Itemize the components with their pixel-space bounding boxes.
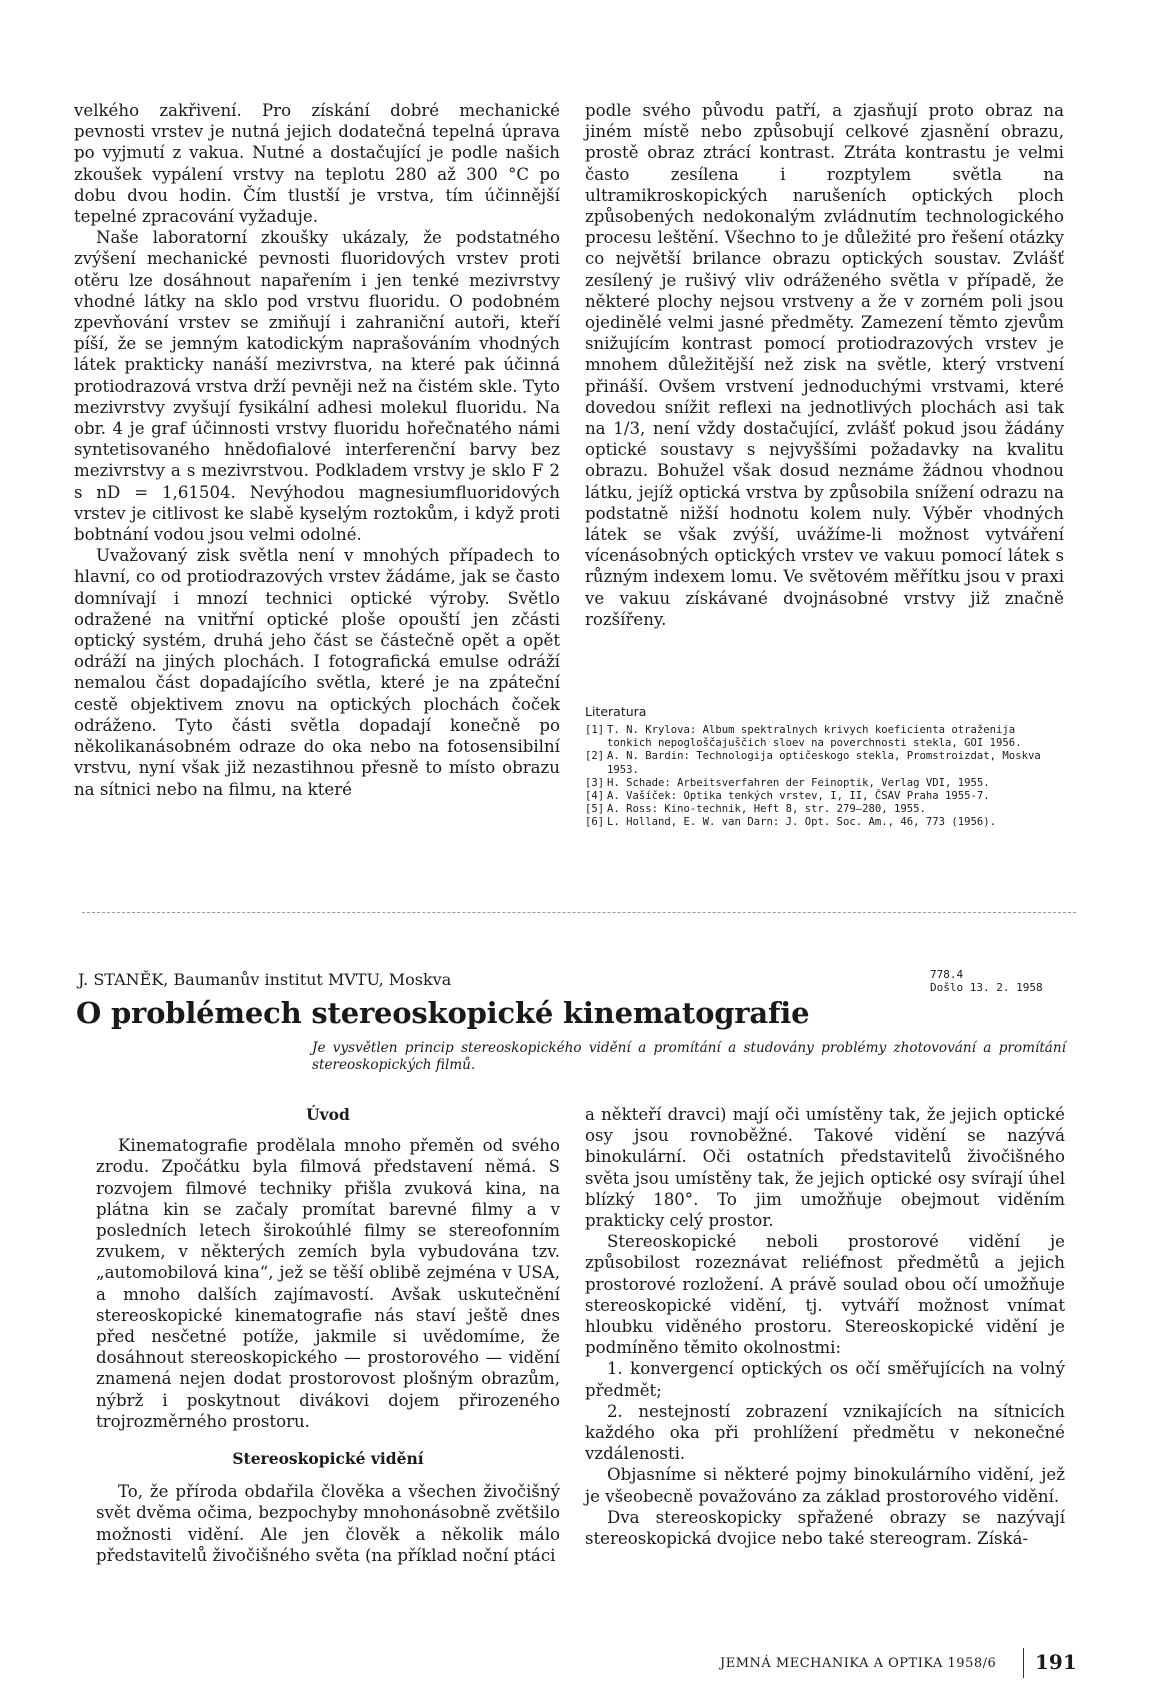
reference-text: T. N. Krylova: Album spektralnych krivych koeficienta otraženija tonkich nepogloščajuščich sloev na poverchnosti stekla, GOI 1956. xyxy=(607,724,1022,750)
article-author: J. STANĚK, Baumanův institut MVTU, Moskva xyxy=(78,970,452,989)
paragraph: Naše laboratorní zkoušky ukázaly, že podstatného zvýšení mechanické pevnosti fluoridových vrstev proti otěru lze dosáhnout napařením i jen tenké mezivrstvy vhodné látky na sklo pod vrstvu fluoridu. O podobném zpevňování vrstev se zmiňují i zahraniční autoři, kteří píší, že se jemným katodickým naprašováním vhodných látek prakticky nanáší mezivrstva, na které pak účinná protiodrazová vrstva drží pevněji než na čistém skle. Tyto mezivrstvy zvyšují fysikální adhesi molekul fluoridu. Na obr. 4 je graf účinnosti vrstvy fluoridu hořečnatého námi syntetisovaného hnědofialové interferenční barvy bez mezivrstvy a s mezivrstvou. Podkladem vrstvy je sklo F 2 s nD = 1,61504. Nevýhodou magnesiumfluoridových vrstev je citlivost ke slabě kyselým roztokům, i když proti bobtnání vodou jsou velmi odolné. xyxy=(74,228,560,545)
page-number: 191 xyxy=(1035,1650,1077,1674)
reference-text: H. Schade: Arbeitsverfahren der Feinoptik, Verlag VDI, 1955. xyxy=(607,776,990,789)
reference-number: [5] xyxy=(585,803,605,816)
reference-number: [3] xyxy=(585,776,605,789)
reference-text: A. N. Bardin: Technologija optičeskogo stekla, Promstroizdat, Moskva 1953. xyxy=(607,750,1041,776)
article-abstract: Je vysvětlen princip stereoskopického vidění a promítání a studovány problémy zhotovování a promítání stereoskopických filmů. xyxy=(312,1040,1066,1073)
reference-text: A. Vašíček: Optika tenkých vrstev, I, II, ČSAV Praha 1955-7. xyxy=(607,790,990,803)
text-column-bottom-right xyxy=(585,1104,1065,1549)
footer-separator xyxy=(1023,1648,1024,1678)
text-column-top-right xyxy=(585,100,1064,630)
reference-number: [4] xyxy=(585,790,605,803)
paragraph: a někteří dravci) mají oči umístěny tak, že jejich optické osy jsou rovnoběžné. Takové vidění se nazývá binokulární. Oči ostatních představitelů živočišného světa jsou umístěny tak, že jejich optické osy svírají úhel blízký 180°. To jim umožňuje obejmout viděním prakticky celý prostor. xyxy=(585,1105,1065,1231)
literature-heading: Literatura xyxy=(585,704,647,719)
paragraph: To, že příroda obdařila člověka a všechen živočišný svět dvěma očima, bezpochyby mnohonásobně zvětšilo možnosti vidění. Ale jen člověk a několik málo představitelů živočišného světa (na příklad noční ptáci xyxy=(96,1482,560,1565)
received-date: Došlo 13. 2. 1958 xyxy=(930,981,1043,994)
reference-item xyxy=(585,777,1065,790)
paragraph: podle svého původu patří, a zjasňují proto obraz na jiném místě nebo způsobují celkové zjasnění obrazu, prostě obraz ztrácí kontrast. Ztráta kontrastu je velmi často zesílena i rozptylem světla na ultramikroskopických narušeních optických ploch způsobených nedokonalým zvládnutím technologického procesu leštění. Všechno to je důležité pro řešení otázky co největší brilance obrazu optických soustav. Zvlášť zesílený je rušivý vliv odráženého světla v případě, že některé plochy nejsou vrstveny a že v zorném poli jsou ojedinělé velmi jasné předměty. Zamezení těmto zjevům snižujícím kontrast pomocí protiodrazových vrstev je mnohem důležitější než zisk na světle, který vrstvení přináší. Ovšem vrstvení jednoduchými vrstvami, které dovedou snížit reflexi na jednotlivých plochách asi tak na 1/3, není vždy dostačující, zvlášť pokud jsou žádány optické soustavy s nejvyššími požadavky na kvalitu obrazu. Bohužel však dosud neznáme žádnou vhodnou látku, jejíž optická vrstva by způsobila snížení odrazu na podstatně nižší hodnotu kolem nuly. Výběr vhodných látek se však zvýší, uvážíme-li možnost vytváření vícenásobných optických vrstev ve vakuu pomocí látek s různým indexem lomu. Ve světovém měřítku jsou v praxi ve vakuu získávané dvojnásobné vrstvy již značně rozšířeny. xyxy=(585,101,1064,629)
list-item: 2. nestejností zobrazení vznikajících na sítnicích každého oka při prohlížení předmětu v nekonečné vzdálenosti. xyxy=(585,1401,1065,1464)
reference-text: A. Ross: Kino-technik, Heft 8, str. 279—280, 1955. xyxy=(607,803,926,816)
reference-list xyxy=(585,724,1065,830)
reference-item xyxy=(585,750,1065,776)
reference-number: [6] xyxy=(585,816,605,829)
paragraph: Uvažovaný zisk světla není v mnohých případech to hlavní, co od protiodrazových vrstev žádáme, jak se často domnívají i mnozí technici optické výroby. Světlo odražené na vnitřní optické ploše opouští jen zčásti optický systém, druhá jeho část se částečně opět a opět odráží na jiných plochách. I fotografická emulse odráží nemalou část dopadajícího světla, které je na zpáteční cestě objektivem znovu na optických plochách čoček odráženo. Tyto části světla dopadají konečně po několikanásobném odraze do oka nebo na fotosensibilní vrstvu, nyní však již nezastihnou přesně to místo obrazu na sítnici nebo na filmu, na které xyxy=(74,546,560,799)
reference-text: L. Holland, E. W. van Darn: J. Opt. Soc. Am., 46, 773 (1956). xyxy=(607,816,997,829)
text-column-top-left xyxy=(74,100,560,800)
reference-number: [2] xyxy=(585,750,605,763)
list-item: 1. konvergencí optických os očí směřujících na volný předmět; xyxy=(585,1359,1065,1400)
reference-item xyxy=(585,790,1065,803)
journal-footer: JEMNÁ MECHANIKA A OPTIKA 1958/6 xyxy=(720,1656,997,1671)
paragraph: Stereoskopické neboli prostorové vidění je způsobilost rozeznávat reliéfnost předmětů a jejich prostorové rozložení. A právě soulad obou očí umožňuje stereoskopické vidění, tj. vytváří možnost vnímat hloubku viděného prostoru. Stereoskopické vidění je podmíněno těmito okolnostmi: xyxy=(585,1232,1065,1358)
reference-item xyxy=(585,803,1065,816)
paragraph: Objasníme si některé pojmy binokulárního vidění, jež je všeobecně považováno za základ prostorového vidění. xyxy=(585,1465,1065,1506)
classification-code: 778.4 xyxy=(930,968,964,981)
paragraph: velkého zakřivení. Pro získání dobré mechanické pevnosti vrstev je nutná jejich dodatečná tepelná úprava po vyjmutí z vakua. Nutné a dostačující je podle našich zkoušek vypálení vrstvy na teplotu 280 až 300 °C po dobu dvou hodin. Čím tlustší je vrstva, tím účinnější tepelné zpracování vyžaduje. xyxy=(74,101,560,227)
paragraph: Dva stereoskopicky spřažené obrazy se nazývají stereoskopická dvojice nebo také stereogram. Získá- xyxy=(585,1507,1065,1549)
section-heading: Úvod xyxy=(306,1105,350,1124)
paragraph: Kinematografie prodělala mnoho přeměn od svého zrodu. Zpočátku byla filmová představení němá. S rozvojem filmové techniky přišla zvuková kina, na plátna kin se začaly promítat barevné filmy a v posledních letech širokoúhlé filmy se stereofonním zvukem, v některých zemích byla vybudována tzv. „automobilová kina“, jež se těší oblibě zejména v USA, a mnoho dalších zajímavostí. Avšak uskutečnění stereoskopické kinematografie nás staví ještě dnes před nesčetné potíže, jakmile si uvědomíme, že dosáhnout stereoskopického — prostorového — vidění znamená nejen dodat prostorovost plošným obrazům, nýbrž i poskytnout divákovi dojem přirozeného trojrozměrného prostoru. xyxy=(96,1136,560,1431)
reference-item xyxy=(585,816,1065,829)
reference-number: [1] xyxy=(585,724,605,736)
reference-item xyxy=(585,724,1065,750)
section-divider xyxy=(82,912,1076,913)
article-title: O problémech stereoskopické kinematografie xyxy=(76,996,810,1030)
text-column-bottom-left xyxy=(96,1104,560,1566)
section-heading: Stereoskopické vidění xyxy=(232,1449,424,1469)
article-meta xyxy=(930,968,1043,994)
